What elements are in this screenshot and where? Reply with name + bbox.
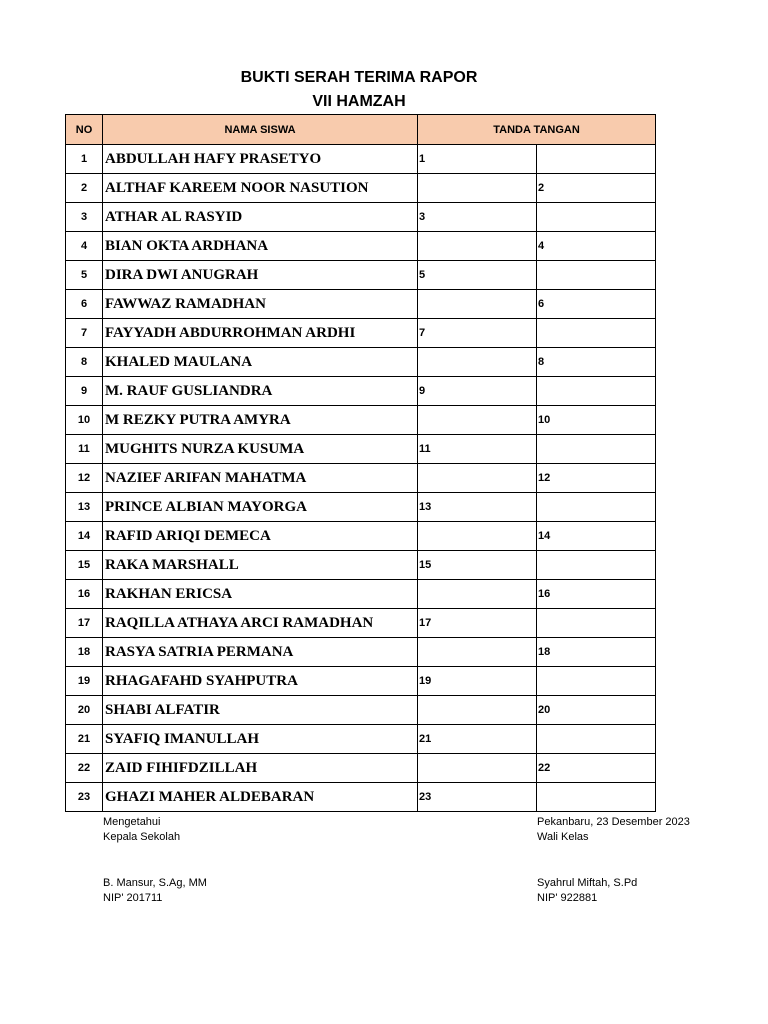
report-handover-table — [65, 114, 656, 812]
table-row — [66, 493, 656, 522]
signature-left: 13 — [418, 493, 537, 522]
student-number: 16 — [66, 580, 103, 609]
table-row — [66, 667, 656, 696]
student-name: RAKA MARSHALL — [103, 551, 418, 580]
student-name: RASYA SATRIA PERMANA — [103, 638, 418, 667]
table-row — [66, 638, 656, 667]
signature-right: 20 — [537, 696, 656, 725]
student-number: 10 — [66, 406, 103, 435]
signature-left — [418, 464, 537, 493]
student-name: ABDULLAH HAFY PRASETYO — [103, 145, 418, 174]
table-row — [66, 290, 656, 319]
signature-left: 9 — [418, 377, 537, 406]
footer-right — [537, 815, 690, 906]
table-row — [66, 464, 656, 493]
table-row — [66, 725, 656, 754]
footer-place-date: Pekanbaru, 23 Desember 2023 — [537, 816, 690, 828]
signature-left — [418, 580, 537, 609]
signature-right — [537, 261, 656, 290]
signature-right: 14 — [537, 522, 656, 551]
header-signature: TANDA TANGAN — [418, 115, 656, 145]
table-row — [66, 609, 656, 638]
table-row — [66, 435, 656, 464]
student-name: PRINCE ALBIAN MAYORGA — [103, 493, 418, 522]
footer-principal-title: Kepala Sekolah — [103, 831, 181, 843]
signature-left: 7 — [418, 319, 537, 348]
table-header-row — [66, 115, 656, 145]
signature-left: 23 — [418, 783, 537, 812]
signature-right: 2 — [537, 174, 656, 203]
signature-right — [537, 551, 656, 580]
student-name: DIRA DWI ANUGRAH — [103, 261, 418, 290]
signature-right — [537, 377, 656, 406]
signature-right — [537, 493, 656, 522]
table-row — [66, 174, 656, 203]
signature-left: 21 — [418, 725, 537, 754]
student-number: 3 — [66, 203, 103, 232]
signature-right: 18 — [537, 638, 656, 667]
student-number: 18 — [66, 638, 103, 667]
table-row — [66, 377, 656, 406]
signature-left: 15 — [418, 551, 537, 580]
student-number: 13 — [66, 493, 103, 522]
student-name: RAKHAN ERICSA — [103, 580, 418, 609]
signature-left — [418, 406, 537, 435]
student-number: 2 — [66, 174, 103, 203]
student-name: SHABI ALFATIR — [103, 696, 418, 725]
signature-right: 8 — [537, 348, 656, 377]
footer-homeroom-title: Wali Kelas — [537, 831, 589, 843]
footer-left — [103, 815, 207, 906]
signature-left: 19 — [418, 667, 537, 696]
student-number: 19 — [66, 667, 103, 696]
class-name: VII HAMZAH — [312, 93, 406, 110]
student-number: 8 — [66, 348, 103, 377]
table-row — [66, 551, 656, 580]
table-row — [66, 232, 656, 261]
table-row — [66, 348, 656, 377]
table-row — [66, 406, 656, 435]
signature-right: 6 — [537, 290, 656, 319]
student-number: 5 — [66, 261, 103, 290]
footer-homeroom-name: Syahrul Miftah, S.Pd — [537, 877, 638, 889]
student-number: 6 — [66, 290, 103, 319]
table-row — [66, 783, 656, 812]
student-name: NAZIEF ARIFAN MAHATMA — [103, 464, 418, 493]
student-number: 22 — [66, 754, 103, 783]
student-name: M REZKY PUTRA AMYRA — [103, 406, 418, 435]
signature-left — [418, 174, 537, 203]
signature-right — [537, 725, 656, 754]
signature-left — [418, 232, 537, 261]
signature-left: 17 — [418, 609, 537, 638]
student-name: ATHAR AL RASYID — [103, 203, 418, 232]
signature-right — [537, 783, 656, 812]
signature-right — [537, 667, 656, 696]
student-number: 17 — [66, 609, 103, 638]
signature-left: 5 — [418, 261, 537, 290]
signature-left: 1 — [418, 145, 537, 174]
signature-left — [418, 522, 537, 551]
table-row — [66, 696, 656, 725]
signature-left — [418, 290, 537, 319]
student-name: RAQILLA ATHAYA ARCI RAMADHAN — [103, 609, 418, 638]
student-name: MUGHITS NURZA KUSUMA — [103, 435, 418, 464]
table-row — [66, 261, 656, 290]
table-row — [66, 580, 656, 609]
table-row — [66, 522, 656, 551]
student-number: 21 — [66, 725, 103, 754]
student-name: FAYYADH ABDURROHMAN ARDHI — [103, 319, 418, 348]
signature-right — [537, 203, 656, 232]
student-number: 12 — [66, 464, 103, 493]
signature-right: 12 — [537, 464, 656, 493]
table-row — [66, 145, 656, 174]
student-number: 20 — [66, 696, 103, 725]
student-name: FAWWAZ RAMADHAN — [103, 290, 418, 319]
student-name: RHAGAFAHD SYAHPUTRA — [103, 667, 418, 696]
table-row — [66, 203, 656, 232]
student-number: 7 — [66, 319, 103, 348]
signature-right — [537, 319, 656, 348]
student-name: M. RAUF GUSLIANDRA — [103, 377, 418, 406]
signature-left: 3 — [418, 203, 537, 232]
header-no: NO — [66, 115, 103, 145]
student-name: ALTHAF KAREEM NOOR NASUTION — [103, 174, 418, 203]
signature-right — [537, 609, 656, 638]
student-number: 14 — [66, 522, 103, 551]
footer-principal-name: B. Mansur, S.Ag, MM — [103, 877, 207, 889]
student-name: RAFID ARIQI DEMECA — [103, 522, 418, 551]
student-name: BIAN OKTA ARDHANA — [103, 232, 418, 261]
header-name: NAMA SISWA — [103, 115, 418, 145]
student-number: 9 — [66, 377, 103, 406]
signature-left — [418, 638, 537, 667]
table-row — [66, 319, 656, 348]
footer-acknowledged: Mengetahui — [103, 816, 161, 828]
signature-right: 22 — [537, 754, 656, 783]
table-body — [66, 145, 656, 812]
student-number: 23 — [66, 783, 103, 812]
signature-right: 16 — [537, 580, 656, 609]
student-name: SYAFIQ IMANULLAH — [103, 725, 418, 754]
signature-right — [537, 145, 656, 174]
footer-principal-nip: NIP' 201711 — [103, 892, 163, 904]
document-title: BUKTI SERAH TERIMA RAPOR — [240, 69, 478, 86]
signature-right: 4 — [537, 232, 656, 261]
signature-left — [418, 348, 537, 377]
student-number: 4 — [66, 232, 103, 261]
student-number: 11 — [66, 435, 103, 464]
student-name: ZAID FIHIFDZILLAH — [103, 754, 418, 783]
table-row — [66, 754, 656, 783]
signature-left — [418, 696, 537, 725]
signature-right: 10 — [537, 406, 656, 435]
student-name: KHALED MAULANA — [103, 348, 418, 377]
signature-left — [418, 754, 537, 783]
footer-homeroom-nip: NIP' 922881 — [537, 892, 598, 904]
student-number: 1 — [66, 145, 103, 174]
signature-left: 11 — [418, 435, 537, 464]
student-name: GHAZI MAHER ALDEBARAN — [103, 783, 418, 812]
student-number: 15 — [66, 551, 103, 580]
signature-right — [537, 435, 656, 464]
